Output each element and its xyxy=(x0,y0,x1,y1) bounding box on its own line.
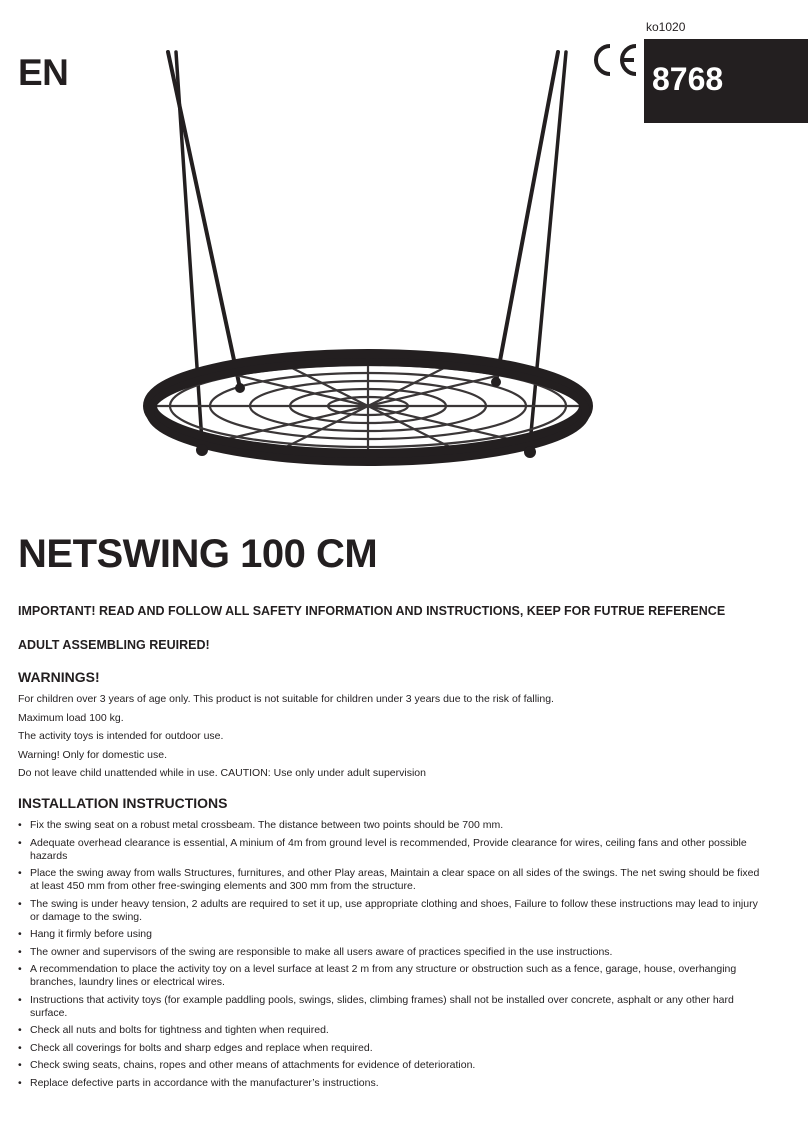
important-notice: IMPORTANT! READ AND FOLLOW ALL SAFETY INFORMATION AND INSTRUCTIONS, KEEP FOR FUTRUE REFERENCE xyxy=(18,604,726,618)
installation-item: • Hang it firmly before using xyxy=(18,928,760,941)
item-number-badge xyxy=(644,39,808,123)
installation-item: • Check swing seats, chains, ropes and other means of attachments for evidence of deterioration. xyxy=(18,1059,760,1072)
product-title: NETSWING 100 CM xyxy=(18,532,378,576)
installation-item: • The owner and supervisors of the swing are responsible to make all users aware of practices specified in the use instructions. xyxy=(18,946,760,959)
product-code: ko1020 xyxy=(646,20,686,34)
warning-item: For children over 3 years of age only. This product is not suitable for children under 3 years due to the risk of falling. xyxy=(18,693,554,705)
installation-heading: INSTALLATION INSTRUCTIONS xyxy=(18,795,228,811)
installation-item: • Fix the swing seat on a robust metal crossbeam. The distance between two points should be 700 mm. xyxy=(18,819,760,832)
installation-item: • A recommendation to place the activity toy on a level surface at least 2 m from any structure or obstruction such as a fence, garage, house, overhanging branches, laundry lines or electrical wires. xyxy=(18,963,760,989)
language-code: EN xyxy=(18,52,69,93)
installation-item: • Replace defective parts in accordance with the manufacturer’s instructions. xyxy=(18,1077,760,1090)
installation-item: • The swing is under heavy tension, 2 adults are required to set it up, use appropriate clothing and shoes, Failure to follow these instructions may lead to injury or damage to the swing. xyxy=(18,898,760,924)
installation-item: • Instructions that activity toys (for example paddling pools, swings, slides, climbing frames) shall not be installed over concrete, asphalt or any other hard surface. xyxy=(18,994,760,1020)
adult-assembly-notice: ADULT ASSEMBLING REUIRED! xyxy=(18,638,210,652)
swing-product-image xyxy=(140,48,600,480)
installation-item: • Check all nuts and bolts for tightness and tighten when required. xyxy=(18,1024,760,1037)
warnings-heading: WARNINGS! xyxy=(18,669,100,685)
warning-item: Warning! Only for domestic use. xyxy=(18,748,167,761)
warnings-list xyxy=(18,692,778,785)
warning-item: Maximum load 100 kg. xyxy=(18,711,124,724)
installation-item: • Adequate overhead clearance is essential, A minium of 4m from ground level is recommended, Provide clearance for wires, ceiling fans and other possible hazards xyxy=(18,837,760,863)
warning-item: The activity toys is intended for outdoor use. xyxy=(18,730,224,742)
installation-item: • Place the swing away from walls Structures, furnitures, and other Play areas, Maintain a clear space on all sides of the swings. The net swing should be fixed at least 450 mm from other free-swinging elements and 300 mm from the structure. xyxy=(18,867,760,893)
installation-item: • Check all coverings for bolts and sharp edges and replace when required. xyxy=(18,1042,760,1055)
warning-item: Do not leave child unattended while in use. CAUTION: Use only under adult supervision xyxy=(18,767,426,779)
installation-list xyxy=(18,819,760,1094)
item-number: 8768 xyxy=(652,61,724,97)
